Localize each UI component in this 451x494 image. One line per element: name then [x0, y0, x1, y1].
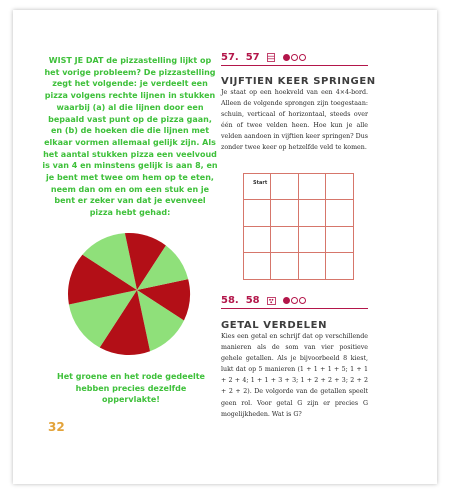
puzzle-57-text: Je staat op een hoekveld van een 4×4-bord. Alleen de volgende sprongen zijn toegestaan: schuin, verticaal of horizontaal, steeds over één of twee velden heen. Hoe kun je alle velden aandoen in vijftien keer springen? Dus zonder twee keer op hetzelfde veld te komen. [221, 89, 368, 152]
start-label: Start [253, 180, 268, 186]
board-cell [271, 174, 298, 200]
pizza-caption: Het groene en het rode gedeelte hebben precies dezelfde oppervlakte! [57, 372, 205, 405]
page-number: 32 [48, 420, 65, 434]
puzzle-number: 58. [221, 295, 239, 306]
difficulty-dot-empty [291, 54, 298, 61]
fact-lead: WIST JE DAT [48, 56, 104, 65]
puzzle-58-title: GETAL VERDELEN [221, 320, 328, 331]
puzzle-number: 57. [221, 52, 239, 63]
board-cell [244, 227, 271, 253]
puzzle-57-header [221, 50, 368, 66]
board-cell [271, 200, 298, 226]
board-cell [326, 253, 353, 279]
difficulty-dot-filled [283, 54, 290, 61]
board-cell [326, 174, 353, 200]
board-cell [299, 253, 326, 279]
puzzle-number-small: 58 [245, 295, 260, 306]
fact-body: de pizzastelling lijkt op het vorige probleem? De pizzastelling zegt het volgende: je verdeelt een pizza volgens rechte lijnen in stukken waarbij (a) al die lijnen door een bepaald vast punt op de pizza gaan, en (b) de hoeken die die lijnen met elkaar vormen allemaal gelijk zijn. Als het aantal stukken pizza een veelvoud is van 4 en minstens gelijk is aan 8, en je bent met twee om hem op te eten, neem dan om en om een stuk en je bent er zeker van dat je evenveel pizza hebt gehad: [42, 56, 218, 218]
board-cell [299, 227, 326, 253]
grid-icon [267, 53, 276, 62]
puzzle-number-small: 57 [245, 52, 260, 63]
board-cell [271, 253, 298, 279]
difficulty-dot-empty [299, 297, 306, 304]
chess-board-4x4 [243, 173, 354, 280]
pizza-figure [67, 232, 191, 356]
board-cell [299, 200, 326, 226]
difficulty-dot-empty [299, 54, 306, 61]
board-cell [326, 200, 353, 226]
puzzle-57-title: VIJFTIEN KEER SPRINGEN [221, 76, 376, 87]
puzzle-58-text: Kies een getal en schrijf dat op verschillende manieren als de som van vier positieve gehele getallen. Als je bijvoorbeeld 8 kiest, lukt dat op 5 manieren (1 + 1 + 1 + 5; 1 + 1 + 2 + 4; 1 + 1 + 3 + 3; 1 + 2 + 2 + 3; 2 + 2 + 2 + 2). De volgorde van de getallen speelt geen rol. Voor getal G zijn er precies G mogelijkheden. Wat is G? [221, 333, 368, 418]
difficulty-dot-filled [283, 297, 290, 304]
difficulty-dots [283, 297, 306, 304]
board-cell [299, 174, 326, 200]
puzzle-58-header [221, 293, 368, 309]
difficulty-dots [283, 54, 306, 61]
fact-text [42, 55, 218, 219]
board-cell [244, 174, 271, 200]
board-cell [271, 227, 298, 253]
board-cell [244, 200, 271, 226]
board-cell [326, 227, 353, 253]
board-cell [244, 253, 271, 279]
abacus-icon [267, 296, 276, 305]
difficulty-dot-empty [291, 297, 298, 304]
